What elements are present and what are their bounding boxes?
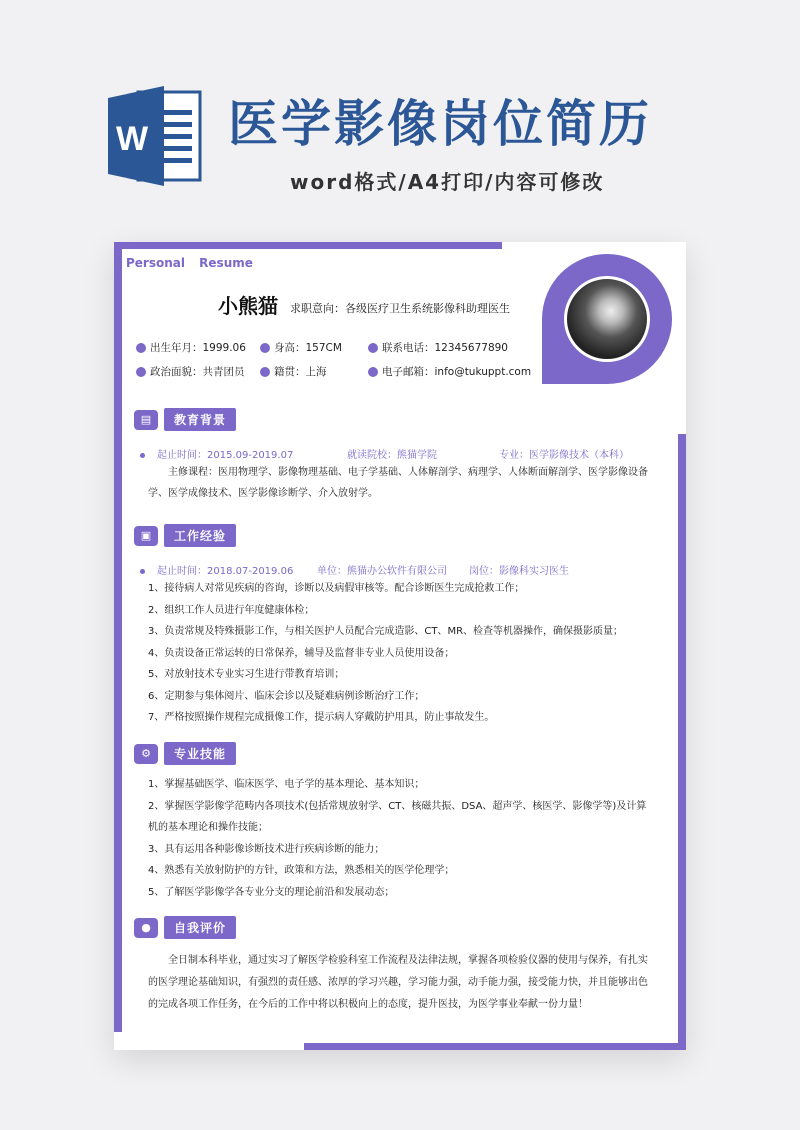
svg-text:W: W — [116, 120, 149, 158]
ruler-icon — [260, 343, 270, 353]
work-items — [148, 578, 648, 729]
info-phone: 联系电话：12345677890 — [368, 340, 508, 355]
mail-icon — [368, 367, 378, 377]
section-education-header — [134, 408, 236, 431]
education-major: 专业：医学影像技术（本科） — [499, 450, 629, 461]
page-subtitle: word格式/A4打印/内容可修改 — [290, 170, 605, 194]
list-item: 1、掌握基础医学、临床医学、电子学的基本理论、基本知识； — [148, 779, 425, 790]
user-icon: ● — [134, 918, 158, 938]
personal-resume-label: Personal Resume — [126, 256, 253, 270]
list-item: 3、负责常规及特殊摄影工作，与相关医护人员配合完成造影、CT、MR、检查等机器操作，确保摄影质量； — [148, 626, 624, 637]
accent-bar-bottom — [304, 1043, 686, 1050]
info-hometown: 籍贯：上海 — [260, 364, 327, 379]
briefcase-icon: ▣ — [134, 526, 158, 546]
accent-bar-right — [678, 434, 686, 1050]
skills-items — [148, 774, 648, 903]
self-evaluation-text: 全日制本科毕业，通过实习了解医学检验科室工作流程及法律法规，掌握各项检验仪器的使用与保养，有扎实的医学理论基础知识，有强烈的责任感、浓厚的学习兴趣，学习能力强，动手能力强，接受能力快，并且能够出色的完成各项工作任务，在今后的工作中将以积极向上的态度，提升医技，为医学事业奉献一份力量！ — [148, 955, 648, 1010]
page-title: 医学影像岗位简历 — [228, 95, 652, 153]
location-icon — [260, 367, 270, 377]
calendar-icon — [136, 343, 146, 353]
work-meta — [140, 562, 569, 577]
list-item: 1、接待病人对常见疾病的咨询，诊断以及病假审核等。配合诊断医生完成抢救工作； — [148, 583, 525, 594]
avatar — [564, 276, 650, 362]
list-item: 2、组织工作人员进行年度健康体检； — [148, 604, 315, 616]
job-intent: 求职意向：各级医疗卫生系统影像科助理医生 — [290, 302, 510, 315]
candidate-name: 小熊猫 — [218, 294, 278, 318]
flag-icon — [136, 367, 146, 377]
list-item: 2、掌握医学影像学范畴内各项技术(包括常规放射学、CT、核磁共振、DSA、超声学、核医学、影像学等)及计算机的基本理论和操作技能； — [148, 800, 647, 833]
list-item: 6、定期参与集体阅片、临床会诊以及疑难病例诊断治疗工作； — [148, 690, 425, 702]
section-work-header — [134, 524, 236, 547]
list-item: 5、了解医学影像学各专业分支的理论前沿和发展动态； — [148, 886, 395, 898]
section-title: 教育背景 — [164, 408, 236, 431]
book-icon: ▤ — [134, 410, 158, 430]
word-icon — [108, 84, 204, 188]
photo-frame — [542, 254, 672, 384]
info-birth: 出生年月：1999.06 — [136, 340, 246, 355]
list-item: 5、对放射技术专业实习生进行带教育培训； — [148, 669, 345, 680]
list-item: 4、熟悉有关放射防护的方针，政策和方法，熟悉相关的医学伦理学； — [148, 865, 455, 876]
work-company: 单位：熊猫办公软件有限公司 — [317, 566, 447, 577]
info-email: 电子邮箱：info@tukuppt.com — [368, 364, 531, 379]
list-item: 7、严格按照操作规程完成摄像工作，提示病人穿戴防护用具，防止事故发生。 — [148, 712, 495, 723]
section-self-header — [134, 916, 236, 939]
list-item: 3、具有运用各种影像诊断技术进行疾病诊断的能力； — [148, 843, 385, 855]
section-title: 自我评价 — [164, 916, 236, 939]
work-position: 岗位：影像科实习医生 — [469, 566, 569, 577]
list-item: 4、负责设备正常运转的日常保养，辅导及监督非专业人员使用设备； — [148, 647, 455, 659]
education-meta — [140, 446, 629, 461]
section-title: 工作经验 — [164, 524, 236, 547]
section-skills-header — [134, 742, 236, 765]
education-time: 起止时间：2015.09-2019.07 — [157, 450, 294, 461]
resume-paper — [114, 242, 686, 1050]
info-height: 身高：157CM — [260, 340, 342, 355]
section-title: 专业技能 — [164, 742, 236, 765]
phone-icon — [368, 343, 378, 353]
info-politics: 政治面貌：共青团员 — [136, 364, 245, 379]
accent-bar-top — [114, 242, 502, 249]
work-time: 起止时间：2018.07-2019.06 — [157, 566, 294, 577]
gear-icon: ⚙ — [134, 744, 158, 764]
education-school: 就读院校：熊猫学院 — [347, 450, 437, 461]
accent-bar-left — [114, 242, 122, 1032]
education-courses: 主修课程：医用物理学、影像物理基础、电子学基础、人体解剖学、病理学、人体断面解剖学、医学影像设备学、医学成像技术、医学影像诊断学、介入放射学。 — [148, 467, 648, 499]
